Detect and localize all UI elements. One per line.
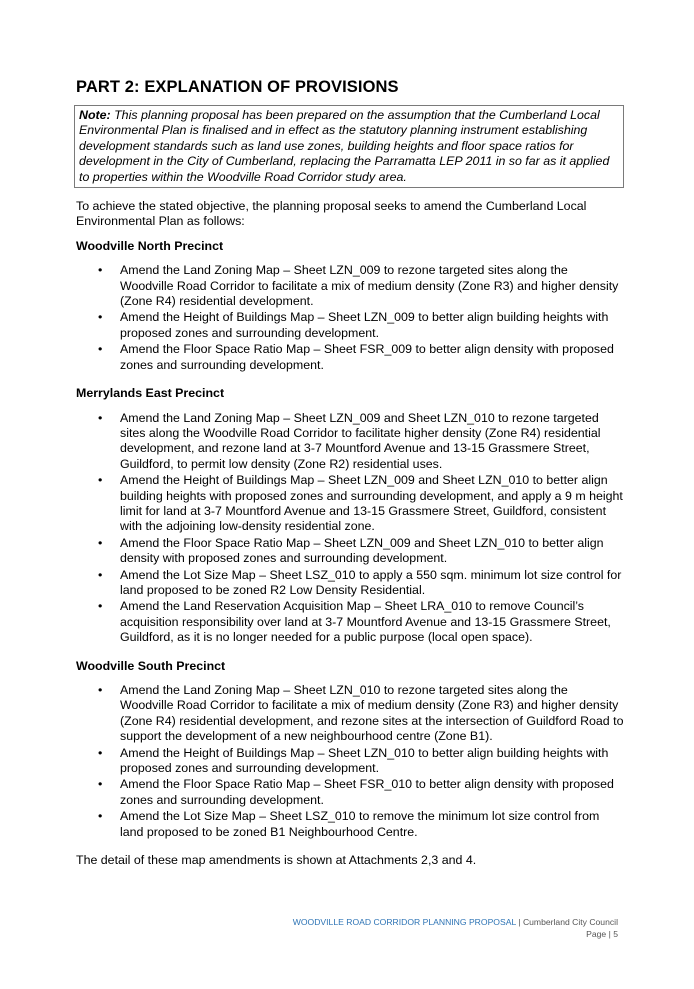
footer-org: Cumberland City Council: [522, 917, 618, 927]
page-footer: [293, 916, 618, 940]
bullet-icon: •: [98, 777, 103, 792]
list-item: • Amend the Lot Size Map – Sheet LSZ_010 to remove the minimum lot size control from land proposed to be zoned B1 Neighbourhood Centre.: [98, 809, 600, 839]
bullet-list-woodville-north: [76, 263, 624, 373]
list-item: • Amend the Lot Size Map – Sheet LSZ_010 to apply a 550 sqm. minimum lot size control for land proposed to be zoned R2 Low Density Residential.: [98, 567, 622, 597]
list-item: • Amend the Floor Space Ratio Map – Sheet FSR_010 to better align density with proposed zones and surrounding development.: [98, 777, 614, 807]
list-item: • Amend the Land Zoning Map – Sheet LZN_009 and Sheet LZN_010 to rezone targeted sites along the Woodville Road Corridor to facilitate higher density (Zone R4) residential development, and rezone land at 3-7 Mountford Avenue and 13-15 Grassmere Street, Guildford, to permit low density (Zone R2) residential uses.: [98, 410, 601, 471]
page-heading: PART 2: EXPLANATION OF PROVISIONS: [76, 78, 399, 96]
list-item: • Amend the Floor Space Ratio Map – Sheet FSR_009 to better align density with proposed zones and surrounding development.: [98, 342, 614, 372]
page-content: [76, 78, 624, 877]
closing-paragraph: The detail of these map amendments is shown at Attachments 2,3 and 4.: [76, 853, 477, 868]
bullet-icon: •: [98, 310, 103, 325]
bullet-icon: •: [98, 745, 103, 760]
bullet-icon: •: [98, 809, 103, 824]
footer-doc-title: WOODVILLE ROAD CORRIDOR PLANNING PROPOSAL: [292, 917, 516, 927]
list-item: • Amend the Height of Buildings Map – Sheet LZN_010 to better align building heights with proposed zones and surrounding development.: [98, 745, 609, 776]
bullet-icon: •: [98, 535, 103, 550]
list-item: • Amend the Land Reservation Acquisition Map – Sheet LRA_010 to remove Council’s acquisition responsibility over land at 3-7 Mountford Avenue and 13-15 Grassmere Street, Guildford, as it is no longer needed for a public purpose (local open space).: [98, 599, 611, 645]
bullet-icon: •: [98, 263, 103, 278]
section-title-woodville-north: Woodville North Precinct: [76, 238, 224, 253]
note-text: This planning proposal has been prepared on the assumption that the Cumberland Local Environmental Plan is finalised and in effect as the statutory planning instrument establishing development standards such as land use zones, building heights and floor space ratios for development in the City of Cumberland, replacing the Parramatta LEP 2011 in so far as it applied to properties within the Woodville Road Corridor study area.: [79, 108, 610, 184]
list-item: • Amend the Height of Buildings Map – Sheet LZN_009 and Sheet LZN_010 to better align building heights with proposed zones and surrounding development, and apply a 9 m height limit for land at 3-7 Mountford Avenue and 13-15 Grassmere Street, Guildford, consistent with the adjoining low-density residential zone.: [98, 473, 623, 534]
footer-separator: |: [515, 917, 523, 927]
page-number: Page | 5: [586, 929, 618, 939]
bullet-icon: •: [98, 683, 103, 697]
bullet-icon: •: [98, 410, 103, 425]
bullet-icon: •: [98, 599, 103, 614]
footer-title-line: [293, 916, 618, 928]
bullet-icon: •: [98, 473, 103, 488]
bullet-list-merrylands-east: [76, 411, 624, 646]
list-item: • Amend the Floor Space Ratio Map – Sheet LZN_009 and Sheet LZN_010 to better align density with proposed zones and surrounding development.: [98, 535, 604, 566]
intro-paragraph: To achieve the stated objective, the planning proposal seeks to amend the Cumberland Local Environmental Plan as follows:: [76, 199, 587, 229]
bullet-icon: •: [98, 342, 103, 357]
list-item: • Amend the Land Zoning Map – Sheet LZN_009 to rezone targeted sites along the Woodville Road Corridor to facilitate a mix of medium density (Zone R3) and higher density (Zone R4) residential development.: [98, 263, 619, 309]
note-label: Note:: [79, 108, 111, 122]
note-box: [74, 105, 624, 188]
bullet-icon: •: [98, 567, 103, 582]
section-title-merrylands-east: Merrylands East Precinct: [76, 386, 225, 401]
list-item: • Amend the Height of Buildings Map – Sheet LZN_009 to better align building heights with proposed zones and surrounding development.: [98, 310, 609, 340]
bullet-list-woodville-south: [76, 683, 624, 840]
section-title-woodville-south: Woodville South Precinct: [76, 658, 226, 673]
list-item: • Amend the Land Zoning Map – Sheet LZN_010 to rezone targeted sites along the Woodville Road Corridor to facilitate a mix of medium density (Zone R3) and higher density (Zone R4) residential development, and rezone sites at the intersection of Guildford Road to support the development of a new neighbourhood centre (Zone B1).: [98, 683, 624, 744]
